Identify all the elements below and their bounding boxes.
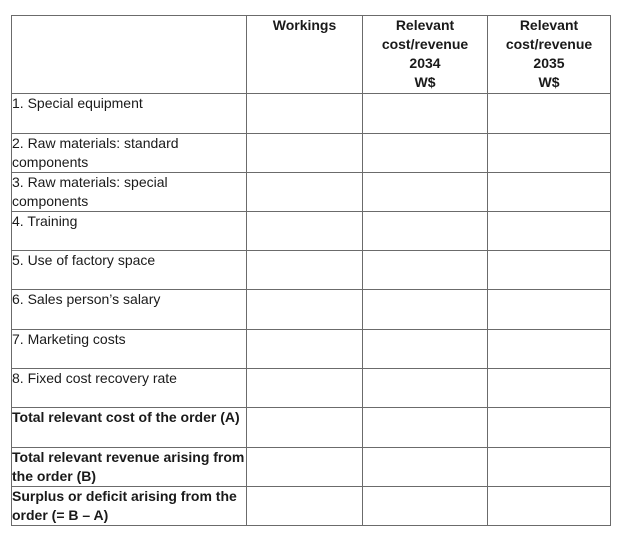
- table-row: [12, 408, 611, 448]
- header-relevant-2035: [488, 16, 611, 94]
- header-2034-line-4: W$: [414, 74, 436, 90]
- row-label-standard-components: 2. Raw materials: standard components: [12, 134, 247, 173]
- value-2034-cell: [363, 330, 488, 369]
- value-2034-cell: [363, 369, 488, 408]
- header-2034-line-1: Relevant: [395, 17, 455, 33]
- table-row: [12, 251, 611, 290]
- table-row: [12, 173, 611, 212]
- header-blank-cell: [12, 16, 247, 94]
- value-2035-cell: [488, 212, 611, 251]
- value-2035-cell: [488, 448, 611, 487]
- value-2035-cell: [488, 251, 611, 290]
- table-row: [12, 487, 611, 526]
- row-label-surplus-deficit: Surplus or deficit arising from the order (= B – A): [12, 487, 247, 526]
- value-2035-cell: [488, 94, 611, 134]
- row-label-special-components: 3. Raw materials: special components: [12, 173, 247, 212]
- value-2035-cell: [488, 134, 611, 173]
- value-2035-cell: [488, 290, 611, 330]
- header-relevant-2034: [363, 16, 488, 94]
- workings-cell: [247, 330, 363, 369]
- workings-cell: [247, 408, 363, 448]
- value-2034-cell: [363, 448, 488, 487]
- value-2035-cell: [488, 369, 611, 408]
- row-label-marketing-costs: 7. Marketing costs: [12, 330, 247, 369]
- workings-cell: [247, 134, 363, 173]
- row-label-total-revenue: Total relevant revenue arising from the order (B): [12, 448, 247, 487]
- header-workings-label: Workings: [272, 17, 337, 33]
- table-row: [12, 448, 611, 487]
- row-label-training: 4. Training: [12, 212, 247, 251]
- table-row: [12, 212, 611, 251]
- row-label-special-equipment: 1. Special equipment: [12, 94, 247, 134]
- value-2034-cell: [363, 212, 488, 251]
- value-2035-cell: [488, 330, 611, 369]
- table-row: [12, 290, 611, 330]
- workings-cell: [247, 290, 363, 330]
- value-2034-cell: [363, 94, 488, 134]
- relevant-cost-table: [11, 15, 611, 526]
- workings-cell: [247, 487, 363, 526]
- value-2035-cell: [488, 487, 611, 526]
- value-2034-cell: [363, 173, 488, 212]
- value-2034-cell: [363, 251, 488, 290]
- table-row: [12, 94, 611, 134]
- header-2035-line-1: Relevant: [519, 17, 579, 33]
- value-2034-cell: [363, 134, 488, 173]
- header-row: [12, 16, 611, 94]
- workings-cell: [247, 212, 363, 251]
- row-label-sales-salary: 6. Sales person’s salary: [12, 290, 247, 330]
- header-2035-line-4: W$: [538, 74, 560, 90]
- row-label-factory-space: 5. Use of factory space: [12, 251, 247, 290]
- workings-cell: [247, 94, 363, 134]
- row-label-fixed-cost-recovery: 8. Fixed cost recovery rate: [12, 369, 247, 408]
- value-2035-cell: [488, 173, 611, 212]
- value-2034-cell: [363, 487, 488, 526]
- workings-cell: [247, 251, 363, 290]
- row-label-total-cost: Total relevant cost of the order (A): [12, 408, 247, 448]
- table-row: [12, 369, 611, 408]
- workings-cell: [247, 173, 363, 212]
- workings-cell: [247, 448, 363, 487]
- value-2035-cell: [488, 408, 611, 448]
- header-2035-line-3: 2035: [533, 55, 565, 71]
- table-row: [12, 330, 611, 369]
- workings-cell: [247, 369, 363, 408]
- value-2034-cell: [363, 408, 488, 448]
- header-2034-line-2: cost/revenue: [381, 36, 469, 52]
- header-workings: [247, 16, 363, 94]
- value-2034-cell: [363, 290, 488, 330]
- header-2034-line-3: 2034: [409, 55, 441, 71]
- header-2035-line-2: cost/revenue: [505, 36, 593, 52]
- table-row: [12, 134, 611, 173]
